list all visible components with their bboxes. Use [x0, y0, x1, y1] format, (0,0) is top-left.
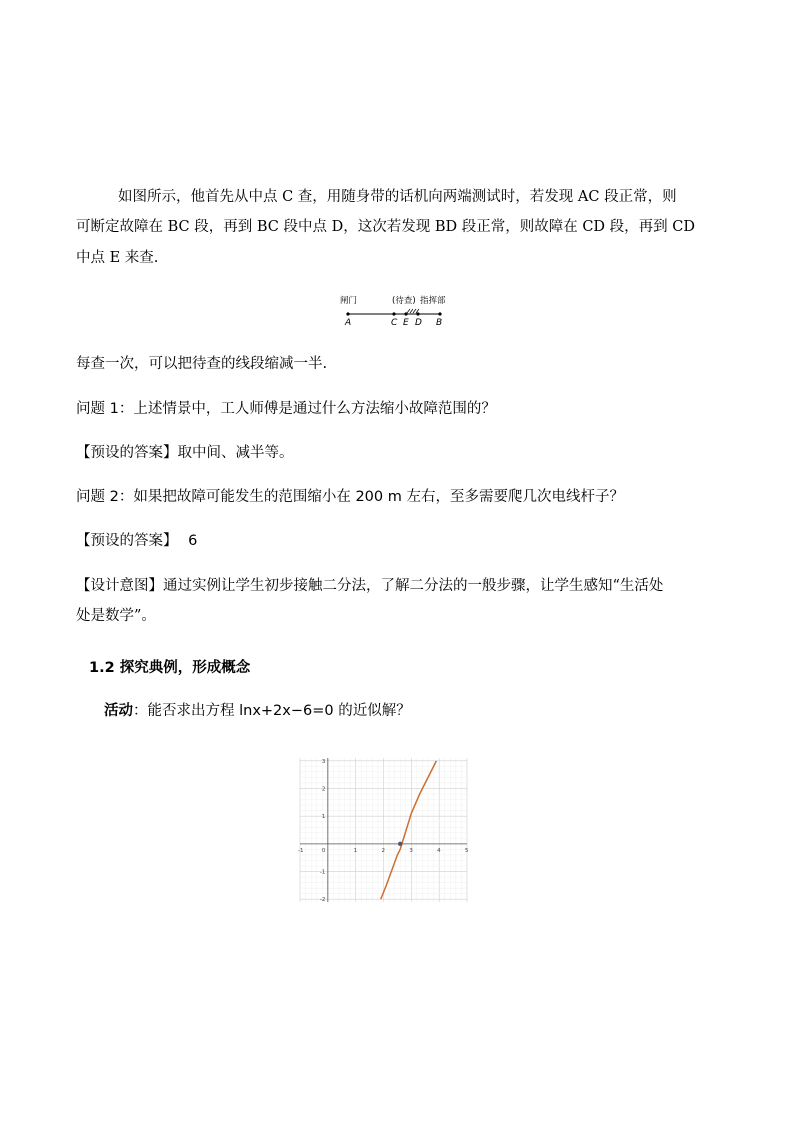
answer-2	[76, 531, 197, 551]
y-tick-label: 2	[321, 786, 326, 793]
design-intent-line-2: 处是数学”。	[76, 608, 156, 624]
point-d-dot	[416, 312, 419, 315]
point-a-dot	[346, 312, 349, 315]
x-tick-label: 1	[353, 847, 358, 854]
segment-diagram	[330, 292, 460, 332]
intro-line-1: 如图所示，他首先从中点 C 查，用随身带的话机向两端测试时，若发现 AC 段正常，则	[118, 189, 677, 205]
point-d-label: D	[415, 318, 422, 328]
chart-marked-point	[398, 842, 402, 846]
x-tick-label: 0	[321, 847, 326, 854]
x-tick-label: -1	[298, 847, 304, 854]
question-2: 问题 2：如果把故障可能发生的范围缩小在 200 m 左右，至多需要爬几次电线杆子？	[76, 489, 624, 505]
label-pending: (待查)	[392, 296, 416, 306]
activity-line	[104, 701, 411, 721]
y-tick-label: -1	[319, 869, 326, 876]
label-gate: 闸门	[340, 296, 358, 306]
point-e-dot	[404, 312, 407, 315]
x-tick-label: 2	[381, 847, 385, 854]
halving-note: 每查一次，可以把待查的线段缩减一半.	[76, 356, 328, 372]
x-tick-label: 3	[409, 847, 413, 854]
answer-2-value: 6	[188, 533, 198, 549]
activity-text: ：能否求出方程 lnx+2x−6=0 的近似解？	[133, 703, 411, 719]
y-tick-label: 1	[321, 814, 326, 821]
root-point	[398, 842, 402, 846]
point-c-label: C	[391, 318, 398, 328]
chart-grid	[300, 758, 467, 902]
point-c-dot	[392, 312, 395, 315]
point-a-label: A	[345, 318, 352, 328]
answer-1: 【预设的答案】取中间、减半等。	[76, 445, 294, 461]
point-e-label: E	[403, 318, 409, 328]
section-heading: 1.2 探究典例，形成概念	[89, 660, 251, 676]
design-intent-line-1: 【设计意图】通过实例让学生初步接触二分法，了解二分法的一般步骤，让学生感知“生活处	[76, 578, 664, 594]
point-b-dot	[438, 312, 441, 315]
activity-label: 活动	[104, 703, 133, 719]
intro-line-3: 中点 E 来查.	[76, 250, 159, 266]
x-tick-label: 4	[437, 847, 441, 854]
intro-line-2: 可断定故障在 BC 段，再到 BC 段中点 D，这次若发现 BD 段正常，则故障在 CD 段，再到 CD	[76, 219, 695, 235]
x-tick-label: 5	[465, 847, 469, 854]
answer-2-label: 【预设的答案】	[76, 533, 178, 549]
y-tick-label: -2	[319, 897, 326, 904]
label-hq: 指挥部	[420, 296, 446, 306]
y-tick-label: 3	[321, 758, 326, 765]
question-1: 问题 1：上述情景中，工人师傅是通过什么方法缩小故障范围的？	[76, 401, 496, 417]
hatch-marks	[407, 309, 419, 313]
point-b-label: B	[436, 318, 443, 328]
function-graph	[290, 756, 475, 906]
